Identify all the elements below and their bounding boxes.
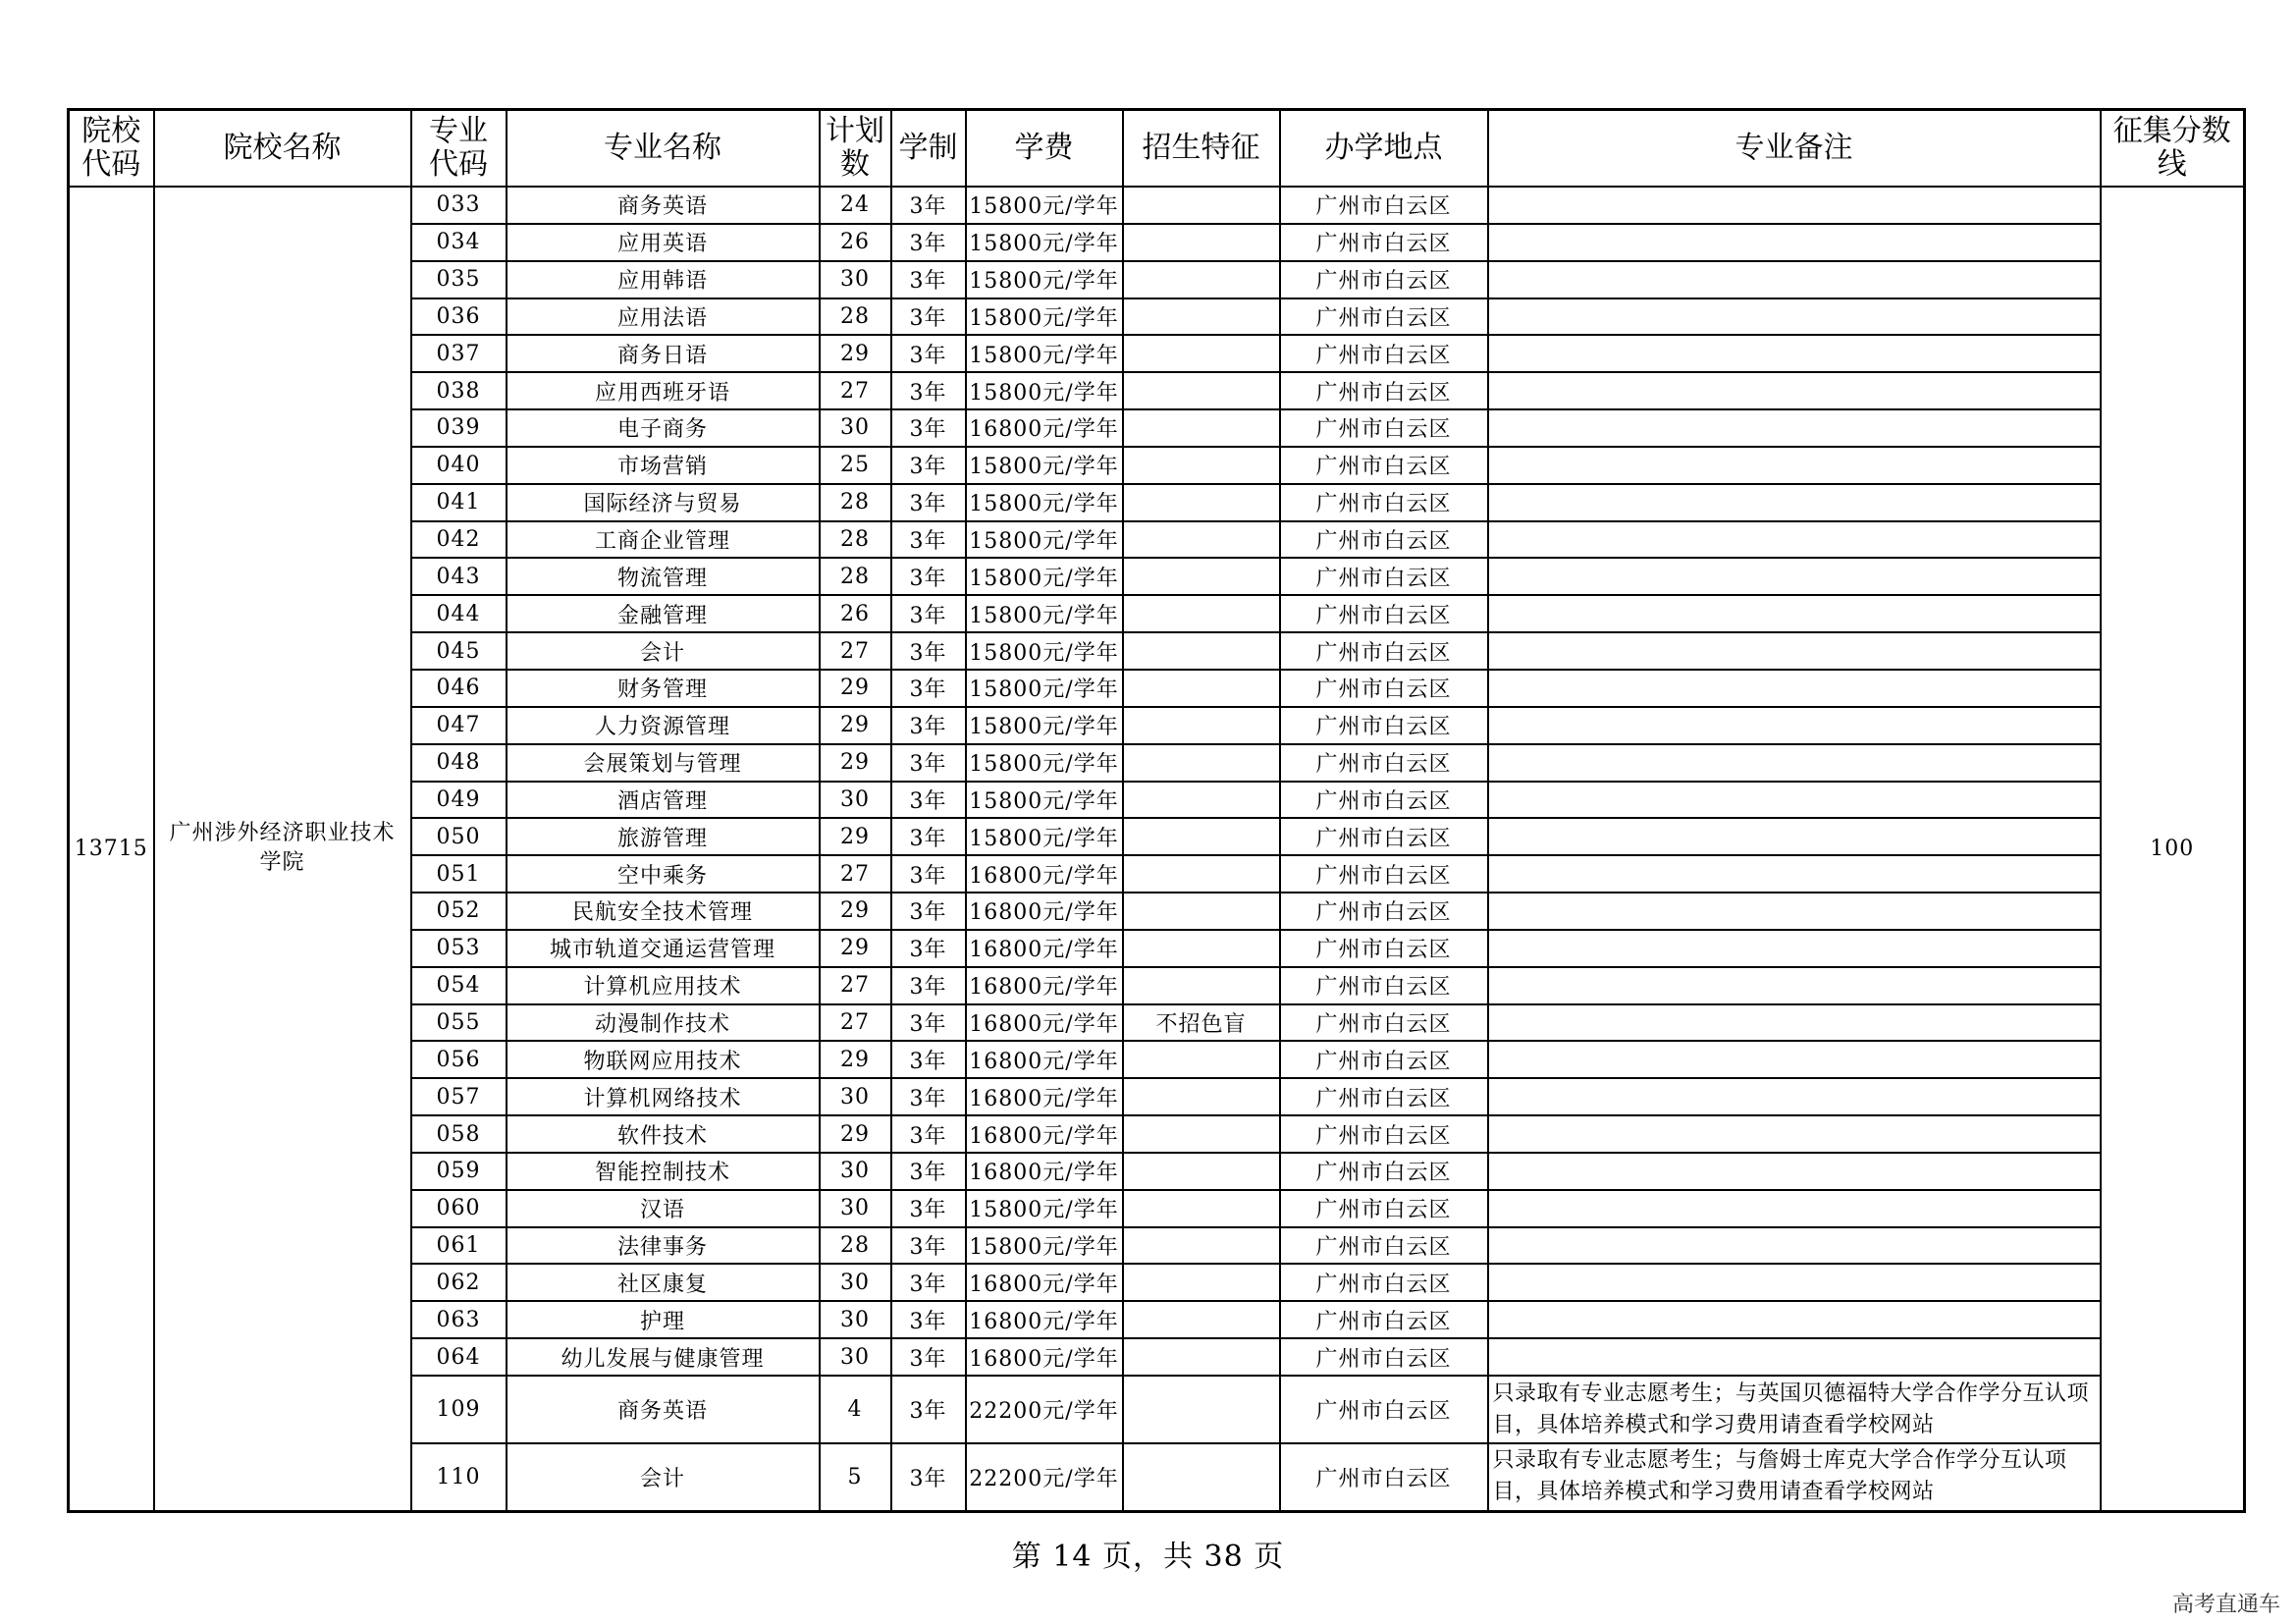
years-cell: 3年: [891, 1078, 966, 1115]
feature-cell: [1123, 298, 1280, 336]
fee-cell: 16800元/学年: [966, 1153, 1123, 1190]
plan-cell: 28: [820, 558, 891, 595]
note-cell: [1488, 670, 2101, 707]
major-name-cell: 物流管理: [507, 558, 820, 595]
feature-cell: [1123, 707, 1280, 744]
years-cell: 3年: [891, 1443, 966, 1511]
major-code-cell: 041: [411, 484, 507, 521]
major-code-cell: 064: [411, 1338, 507, 1376]
feature-cell: [1123, 1190, 1280, 1227]
location-cell: 广州市白云区: [1280, 521, 1488, 559]
major-name-cell: 工商企业管理: [507, 521, 820, 559]
years-cell: 3年: [891, 298, 966, 336]
plan-cell: 28: [820, 484, 891, 521]
years-cell: 3年: [891, 447, 966, 484]
feature-cell: [1123, 967, 1280, 1004]
major-code-cell: 048: [411, 744, 507, 782]
plan-cell: 29: [820, 893, 891, 930]
note-cell: [1488, 1301, 2101, 1338]
location-cell: 广州市白云区: [1280, 707, 1488, 744]
feature-cell: [1123, 782, 1280, 819]
location-cell: 广州市白云区: [1280, 670, 1488, 707]
plan-cell: 29: [820, 930, 891, 967]
major-name-cell: 城市轨道交通运营管理: [507, 930, 820, 967]
major-name-cell: 应用韩语: [507, 261, 820, 298]
page-footer: 第 14 页，共 38 页: [1011, 1540, 1285, 1574]
plan-cell: 30: [820, 1264, 891, 1301]
major-code-cell: 060: [411, 1190, 507, 1227]
fee-cell: 15800元/学年: [966, 335, 1123, 372]
years-cell: 3年: [891, 930, 966, 967]
table-row: [69, 187, 2245, 224]
feature-cell: [1123, 1227, 1280, 1265]
feature-cell: [1123, 1153, 1280, 1190]
fee-cell: 22200元/学年: [966, 1376, 1123, 1443]
years-cell: 3年: [891, 632, 966, 670]
plan-cell: 27: [820, 632, 891, 670]
note-cell: [1488, 707, 2101, 744]
major-name-cell: 计算机网络技术: [507, 1078, 820, 1115]
note-cell: 只录取有专业志愿考生；与英国贝德福特大学合作学分互认项目，具体培养模式和学习费用请查看学校网站: [1488, 1376, 2101, 1443]
major-name-cell: 酒店管理: [507, 782, 820, 819]
feature-cell: [1123, 409, 1280, 447]
feature-cell: [1123, 632, 1280, 670]
plan-cell: 30: [820, 782, 891, 819]
note-cell: [1488, 930, 2101, 967]
location-cell: 广州市白云区: [1280, 1301, 1488, 1338]
fee-cell: 15800元/学年: [966, 707, 1123, 744]
location-cell: 广州市白云区: [1280, 224, 1488, 261]
major-code-cell: 047: [411, 707, 507, 744]
header-plan: 计划数: [820, 110, 891, 188]
feature-cell: [1123, 484, 1280, 521]
major-code-cell: 038: [411, 372, 507, 409]
note-cell: [1488, 595, 2101, 632]
plan-cell: 30: [820, 409, 891, 447]
location-cell: 广州市白云区: [1280, 744, 1488, 782]
major-code-cell: 042: [411, 521, 507, 559]
fee-cell: 16800元/学年: [966, 1301, 1123, 1338]
note-cell: [1488, 893, 2101, 930]
years-cell: 3年: [891, 1376, 966, 1443]
plan-cell: 30: [820, 1078, 891, 1115]
note-cell: [1488, 1153, 2101, 1190]
location-cell: 广州市白云区: [1280, 298, 1488, 336]
feature-cell: [1123, 1264, 1280, 1301]
major-name-cell: 会展策划与管理: [507, 744, 820, 782]
years-cell: 3年: [891, 484, 966, 521]
major-name-cell: 金融管理: [507, 595, 820, 632]
location-cell: 广州市白云区: [1280, 1443, 1488, 1511]
feature-cell: [1123, 1041, 1280, 1078]
major-name-cell: 会计: [507, 1443, 820, 1511]
watermark: 高考直通车: [2171, 1593, 2280, 1617]
fee-cell: 16800元/学年: [966, 930, 1123, 967]
major-name-cell: 护理: [507, 1301, 820, 1338]
note-cell: [1488, 1078, 2101, 1115]
plan-cell: 27: [820, 1004, 891, 1042]
plan-cell: 28: [820, 298, 891, 336]
note-cell: [1488, 1041, 2101, 1078]
note-cell: [1488, 335, 2101, 372]
header-major-name: 专业名称: [507, 110, 820, 188]
note-cell: [1488, 967, 2101, 1004]
feature-cell: [1123, 1115, 1280, 1153]
major-code-cell: 033: [411, 187, 507, 224]
fee-cell: 15800元/学年: [966, 632, 1123, 670]
location-cell: 广州市白云区: [1280, 782, 1488, 819]
feature-cell: [1123, 261, 1280, 298]
header-fee: 学费: [966, 110, 1123, 188]
fee-cell: 16800元/学年: [966, 1078, 1123, 1115]
major-name-cell: 会计: [507, 632, 820, 670]
major-code-cell: 035: [411, 261, 507, 298]
major-name-cell: 动漫制作技术: [507, 1004, 820, 1042]
major-code-cell: 110: [411, 1443, 507, 1511]
fee-cell: 15800元/学年: [966, 224, 1123, 261]
note-cell: [1488, 261, 2101, 298]
fee-cell: 15800元/学年: [966, 1227, 1123, 1265]
plan-cell: 30: [820, 261, 891, 298]
fee-cell: 16800元/学年: [966, 1338, 1123, 1376]
location-cell: 广州市白云区: [1280, 1115, 1488, 1153]
years-cell: 3年: [891, 335, 966, 372]
fee-cell: 15800元/学年: [966, 558, 1123, 595]
note-cell: [1488, 1338, 2101, 1376]
header-row: [69, 110, 2245, 188]
major-code-cell: 040: [411, 447, 507, 484]
fee-cell: 16800元/学年: [966, 1264, 1123, 1301]
location-cell: 广州市白云区: [1280, 930, 1488, 967]
feature-cell: [1123, 1443, 1280, 1511]
years-cell: 3年: [891, 558, 966, 595]
table-body: [69, 187, 2245, 1511]
location-cell: 广州市白云区: [1280, 1153, 1488, 1190]
location-cell: 广州市白云区: [1280, 855, 1488, 893]
location-cell: 广州市白云区: [1280, 409, 1488, 447]
plan-cell: 4: [820, 1376, 891, 1443]
fee-cell: 15800元/学年: [966, 782, 1123, 819]
plan-cell: 30: [820, 1190, 891, 1227]
feature-cell: [1123, 187, 1280, 224]
location-cell: 广州市白云区: [1280, 632, 1488, 670]
years-cell: 3年: [891, 1338, 966, 1376]
school-name-cell: 广州涉外经济职业技术学院: [154, 187, 411, 1511]
feature-cell: [1123, 855, 1280, 893]
note-cell: [1488, 558, 2101, 595]
major-code-cell: 058: [411, 1115, 507, 1153]
feature-cell: [1123, 1078, 1280, 1115]
major-code-cell: 056: [411, 1041, 507, 1078]
major-code-cell: 062: [411, 1264, 507, 1301]
years-cell: 3年: [891, 670, 966, 707]
major-name-cell: 商务英语: [507, 1376, 820, 1443]
fee-cell: 16800元/学年: [966, 1115, 1123, 1153]
fee-cell: 15800元/学年: [966, 1190, 1123, 1227]
years-cell: 3年: [891, 595, 966, 632]
years-cell: 3年: [891, 187, 966, 224]
header-feature: 招生特征: [1123, 110, 1280, 188]
plan-cell: 29: [820, 1041, 891, 1078]
major-code-cell: 061: [411, 1227, 507, 1265]
feature-cell: [1123, 670, 1280, 707]
plan-cell: 29: [820, 1115, 891, 1153]
plan-cell: 30: [820, 1301, 891, 1338]
major-code-cell: 034: [411, 224, 507, 261]
note-cell: [1488, 782, 2101, 819]
major-name-cell: 应用英语: [507, 224, 820, 261]
note-cell: [1488, 855, 2101, 893]
plan-cell: 28: [820, 1227, 891, 1265]
plan-cell: 27: [820, 855, 891, 893]
fee-cell: 15800元/学年: [966, 484, 1123, 521]
plan-cell: 29: [820, 335, 891, 372]
major-name-cell: 物联网应用技术: [507, 1041, 820, 1078]
admission-table: [67, 108, 2246, 1513]
major-code-cell: 050: [411, 818, 507, 855]
header-location: 办学地点: [1280, 110, 1488, 188]
major-name-cell: 法律事务: [507, 1227, 820, 1265]
plan-cell: 30: [820, 1153, 891, 1190]
years-cell: 3年: [891, 521, 966, 559]
plan-cell: 27: [820, 967, 891, 1004]
feature-cell: [1123, 595, 1280, 632]
plan-cell: 30: [820, 1338, 891, 1376]
major-code-cell: 052: [411, 893, 507, 930]
fee-cell: 16800元/学年: [966, 893, 1123, 930]
note-cell: [1488, 1264, 2101, 1301]
feature-cell: [1123, 744, 1280, 782]
location-cell: 广州市白云区: [1280, 484, 1488, 521]
header-years: 学制: [891, 110, 966, 188]
years-cell: 3年: [891, 744, 966, 782]
location-cell: 广州市白云区: [1280, 967, 1488, 1004]
major-code-cell: 053: [411, 930, 507, 967]
plan-cell: 29: [820, 744, 891, 782]
note-cell: [1488, 1227, 2101, 1265]
major-code-cell: 044: [411, 595, 507, 632]
location-cell: 广州市白云区: [1280, 372, 1488, 409]
feature-cell: [1123, 930, 1280, 967]
feature-cell: [1123, 558, 1280, 595]
major-code-cell: 039: [411, 409, 507, 447]
location-cell: 广州市白云区: [1280, 558, 1488, 595]
feature-cell: 不招色盲: [1123, 1004, 1280, 1042]
fee-cell: 15800元/学年: [966, 447, 1123, 484]
plan-cell: 5: [820, 1443, 891, 1511]
feature-cell: [1123, 372, 1280, 409]
years-cell: 3年: [891, 261, 966, 298]
plan-cell: 24: [820, 187, 891, 224]
major-name-cell: 商务日语: [507, 335, 820, 372]
location-cell: 广州市白云区: [1280, 447, 1488, 484]
plan-cell: 25: [820, 447, 891, 484]
feature-cell: [1123, 335, 1280, 372]
fee-cell: 15800元/学年: [966, 261, 1123, 298]
years-cell: 3年: [891, 707, 966, 744]
major-name-cell: 汉语: [507, 1190, 820, 1227]
note-cell: [1488, 298, 2101, 336]
feature-cell: [1123, 447, 1280, 484]
major-name-cell: 电子商务: [507, 409, 820, 447]
major-name-cell: 应用法语: [507, 298, 820, 336]
header-cutoff: 征集分数线: [2101, 110, 2245, 188]
major-name-cell: 旅游管理: [507, 818, 820, 855]
location-cell: 广州市白云区: [1280, 893, 1488, 930]
plan-cell: 26: [820, 224, 891, 261]
note-cell: [1488, 1004, 2101, 1042]
fee-cell: 16800元/学年: [966, 409, 1123, 447]
years-cell: 3年: [891, 372, 966, 409]
location-cell: 广州市白云区: [1280, 1041, 1488, 1078]
plan-cell: 29: [820, 707, 891, 744]
major-code-cell: 051: [411, 855, 507, 893]
feature-cell: [1123, 1376, 1280, 1443]
note-cell: [1488, 187, 2101, 224]
fee-cell: 15800元/学年: [966, 595, 1123, 632]
plan-cell: 27: [820, 372, 891, 409]
note-cell: [1488, 744, 2101, 782]
major-name-cell: 幼儿发展与健康管理: [507, 1338, 820, 1376]
note-cell: [1488, 818, 2101, 855]
fee-cell: 15800元/学年: [966, 744, 1123, 782]
note-cell: [1488, 447, 2101, 484]
plan-cell: 26: [820, 595, 891, 632]
feature-cell: [1123, 1338, 1280, 1376]
years-cell: 3年: [891, 855, 966, 893]
major-name-cell: 财务管理: [507, 670, 820, 707]
major-name-cell: 市场营销: [507, 447, 820, 484]
years-cell: 3年: [891, 1041, 966, 1078]
years-cell: 3年: [891, 1301, 966, 1338]
feature-cell: [1123, 893, 1280, 930]
fee-cell: 15800元/学年: [966, 187, 1123, 224]
major-code-cell: 045: [411, 632, 507, 670]
location-cell: 广州市白云区: [1280, 335, 1488, 372]
fee-cell: 15800元/学年: [966, 521, 1123, 559]
note-cell: [1488, 372, 2101, 409]
years-cell: 3年: [891, 967, 966, 1004]
location-cell: 广州市白云区: [1280, 1004, 1488, 1042]
major-code-cell: 109: [411, 1376, 507, 1443]
location-cell: 广州市白云区: [1280, 1264, 1488, 1301]
major-code-cell: 049: [411, 782, 507, 819]
fee-cell: 15800元/学年: [966, 372, 1123, 409]
feature-cell: [1123, 224, 1280, 261]
major-name-cell: 空中乘务: [507, 855, 820, 893]
years-cell: 3年: [891, 1264, 966, 1301]
fee-cell: 16800元/学年: [966, 855, 1123, 893]
note-cell: [1488, 224, 2101, 261]
major-name-cell: 国际经济与贸易: [507, 484, 820, 521]
years-cell: 3年: [891, 409, 966, 447]
header-school-name: 院校名称: [154, 110, 411, 188]
years-cell: 3年: [891, 1227, 966, 1265]
header-major-code: 专业代码: [411, 110, 507, 188]
fee-cell: 22200元/学年: [966, 1443, 1123, 1511]
years-cell: 3年: [891, 782, 966, 819]
header-note: 专业备注: [1488, 110, 2101, 188]
major-code-cell: 063: [411, 1301, 507, 1338]
major-name-cell: 人力资源管理: [507, 707, 820, 744]
major-name-cell: 民航安全技术管理: [507, 893, 820, 930]
years-cell: 3年: [891, 818, 966, 855]
location-cell: 广州市白云区: [1280, 1190, 1488, 1227]
feature-cell: [1123, 521, 1280, 559]
fee-cell: 16800元/学年: [966, 1041, 1123, 1078]
plan-cell: 29: [820, 670, 891, 707]
years-cell: 3年: [891, 1004, 966, 1042]
major-code-cell: 055: [411, 1004, 507, 1042]
major-name-cell: 计算机应用技术: [507, 967, 820, 1004]
plan-cell: 28: [820, 521, 891, 559]
fee-cell: 15800元/学年: [966, 298, 1123, 336]
note-cell: [1488, 632, 2101, 670]
note-cell: [1488, 1115, 2101, 1153]
years-cell: 3年: [891, 1115, 966, 1153]
fee-cell: 15800元/学年: [966, 818, 1123, 855]
major-name-cell: 软件技术: [507, 1115, 820, 1153]
location-cell: 广州市白云区: [1280, 1376, 1488, 1443]
location-cell: 广州市白云区: [1280, 187, 1488, 224]
major-code-cell: 046: [411, 670, 507, 707]
cutoff-score-cell: 100: [2101, 187, 2245, 1511]
location-cell: 广州市白云区: [1280, 261, 1488, 298]
fee-cell: 16800元/学年: [966, 1004, 1123, 1042]
major-code-cell: 043: [411, 558, 507, 595]
major-name-cell: 应用西班牙语: [507, 372, 820, 409]
school-code-cell: 13715: [69, 187, 154, 1511]
major-name-cell: 智能控制技术: [507, 1153, 820, 1190]
note-cell: [1488, 484, 2101, 521]
major-code-cell: 037: [411, 335, 507, 372]
note-cell: [1488, 409, 2101, 447]
major-code-cell: 057: [411, 1078, 507, 1115]
major-code-cell: 054: [411, 967, 507, 1004]
major-code-cell: 036: [411, 298, 507, 336]
years-cell: 3年: [891, 893, 966, 930]
major-name-cell: 社区康复: [507, 1264, 820, 1301]
fee-cell: 15800元/学年: [966, 670, 1123, 707]
years-cell: 3年: [891, 224, 966, 261]
note-cell: 只录取有专业志愿考生；与詹姆士库克大学合作学分互认项目，具体培养模式和学习费用请查看学校网站: [1488, 1443, 2101, 1511]
feature-cell: [1123, 818, 1280, 855]
note-cell: [1488, 1190, 2101, 1227]
major-code-cell: 059: [411, 1153, 507, 1190]
header-school-code: 院校代码: [69, 110, 154, 188]
feature-cell: [1123, 1301, 1280, 1338]
note-cell: [1488, 521, 2101, 559]
major-name-cell: 商务英语: [507, 187, 820, 224]
location-cell: 广州市白云区: [1280, 1227, 1488, 1265]
fee-cell: 16800元/学年: [966, 967, 1123, 1004]
location-cell: 广州市白云区: [1280, 595, 1488, 632]
years-cell: 3年: [891, 1153, 966, 1190]
location-cell: 广州市白云区: [1280, 1078, 1488, 1115]
location-cell: 广州市白云区: [1280, 818, 1488, 855]
location-cell: 广州市白云区: [1280, 1338, 1488, 1376]
years-cell: 3年: [891, 1190, 966, 1227]
plan-cell: 29: [820, 818, 891, 855]
